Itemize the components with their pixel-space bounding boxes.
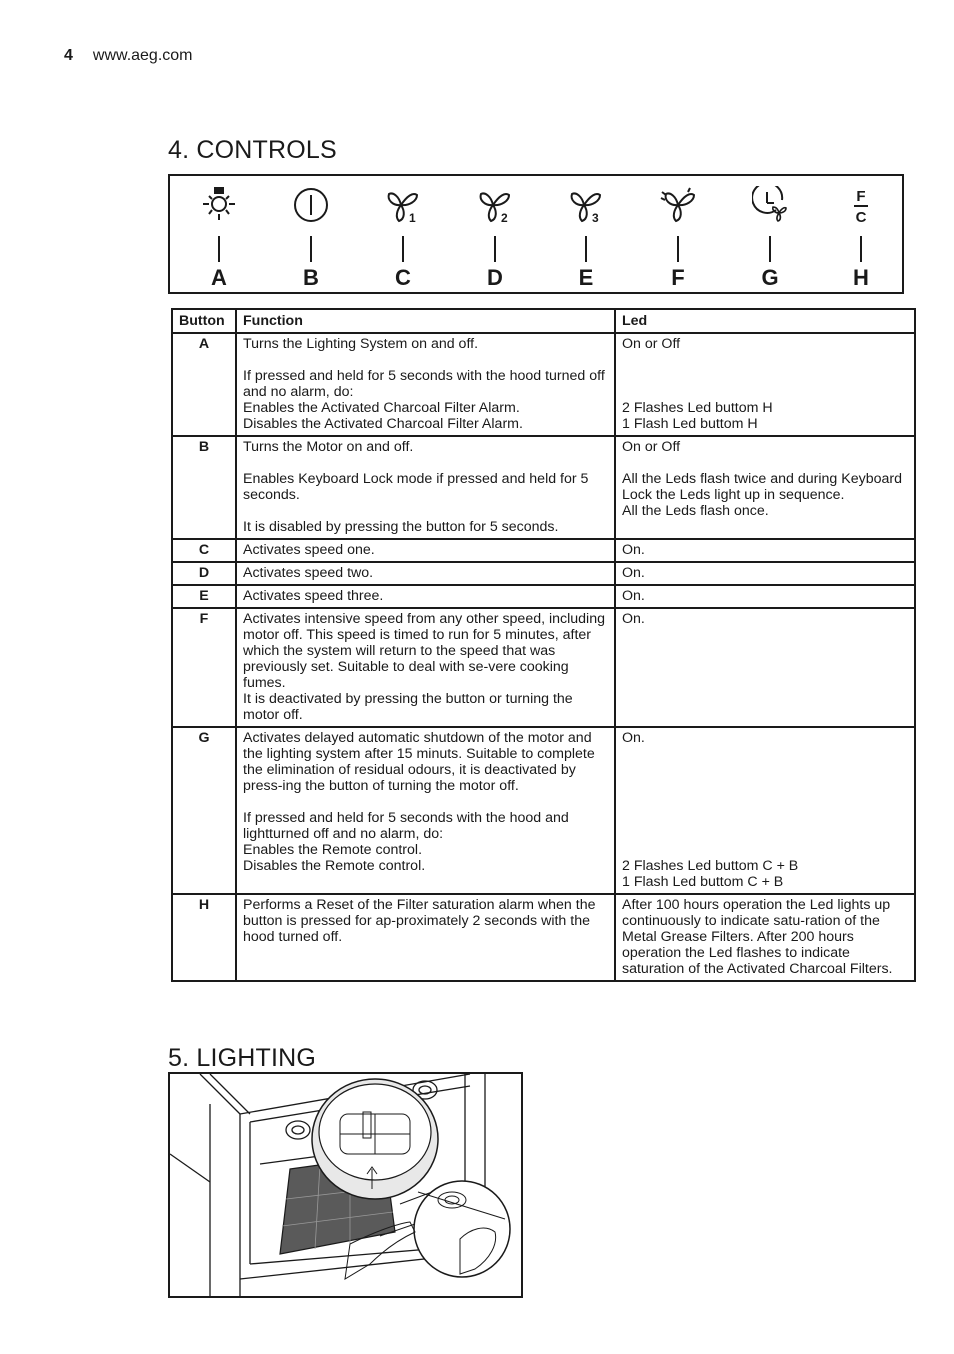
cell-button: B <box>172 436 236 539</box>
cell-function: Activates delayed automatic shutdown of the motor and the lighting system after 15 minuts. Suitable to complete the elimination of residual odours, it is deactivated by press-ing the button of turning the motor off. If pressed and held for 5 seconds with the hood and lightturned off and no alarm, do: Enables the Remote control. Disables the Remote control. <box>236 727 615 894</box>
table-row <box>172 562 915 585</box>
cell-led: On. 2 Flashes Led buttom C + B 1 Flash Led buttom C + B <box>615 727 915 894</box>
control-b <box>281 176 341 292</box>
header-function: Function <box>236 309 615 333</box>
cell-button: C <box>172 539 236 562</box>
fan-speed-3-icon <box>568 186 604 226</box>
page-number: 4 <box>64 47 73 64</box>
cell-led: On. <box>615 562 915 585</box>
cell-led: On. <box>615 608 915 727</box>
controls-table <box>171 308 916 982</box>
control-letter: F <box>671 265 685 290</box>
control-letter: D <box>487 265 503 290</box>
cell-function: Performs a Reset of the Filter saturation alarm when the button is pressed for ap-proximately 2 seconds with the hood turned off. <box>236 894 615 981</box>
header-button: Button <box>172 309 236 333</box>
cell-led: On. <box>615 585 915 608</box>
control-letter: C <box>395 265 411 290</box>
power-icon <box>293 186 329 226</box>
fan-speed-1-icon <box>385 186 421 226</box>
cell-led: On. <box>615 539 915 562</box>
svg-text:3: 3 <box>592 211 599 225</box>
cell-function: Turns the Motor on and off. Enables Keyboard Lock mode if pressed and held for 5 seconds. It is disabled by pressing the button for 5 seconds. <box>236 436 615 539</box>
table-row <box>172 727 915 894</box>
control-letter: E <box>578 265 594 290</box>
control-d <box>465 176 525 292</box>
table-row <box>172 585 915 608</box>
control-letter: B <box>303 265 319 290</box>
table-row <box>172 894 915 981</box>
control-e <box>556 176 616 292</box>
control-panel-diagram <box>168 174 904 294</box>
cell-function: Turns the Lighting System on and off. If pressed and held for 5 seconds with the hood turned off and no alarm, do: Enables the Activated Charcoal Filter Alarm. Disables the Activated Charcoal Filter Alarm. <box>236 333 615 436</box>
cell-led: On or Off All the Leds flash twice and during Keyboard Lock the Leds light up in sequence. All the Leds flash once. <box>615 436 915 539</box>
light-icon <box>201 186 237 226</box>
fan-speed-2-icon <box>477 186 513 226</box>
cell-button: A <box>172 333 236 436</box>
cell-function: Activates intensive speed from any other speed, including motor off. This speed is timed to run for 5 minutes, after which the system will return to the speed that was previously set. Suitable to deal with se-vere cooking fumes. It is deactivated by pressing the button or turning the motor off. <box>236 608 615 727</box>
table-row <box>172 539 915 562</box>
control-letter: H <box>853 265 869 290</box>
section-title-controls: 4. CONTROLS <box>168 136 337 164</box>
timer-fan-icon <box>752 186 788 226</box>
control-c <box>373 176 433 292</box>
control-g <box>740 176 800 292</box>
svg-text:1: 1 <box>409 211 416 225</box>
site-url: www.aeg.com <box>92 47 193 64</box>
table-header-row <box>172 309 915 333</box>
control-letter: A <box>211 265 227 290</box>
header-led: Led <box>615 309 915 333</box>
page-header <box>64 47 193 65</box>
hood-light-replacement-picture <box>170 1074 521 1296</box>
cell-function: Activates speed two. <box>236 562 615 585</box>
cell-button: G <box>172 727 236 894</box>
section-title-lighting: 5. LIGHTING <box>168 1044 317 1072</box>
control-h <box>831 176 891 292</box>
fan-intensive-icon <box>660 186 696 226</box>
cell-button: D <box>172 562 236 585</box>
table-row <box>172 333 915 436</box>
cell-button: H <box>172 894 236 981</box>
cell-function: Activates speed one. <box>236 539 615 562</box>
filter-reset-icon <box>843 186 879 226</box>
svg-text:C: C <box>855 209 867 226</box>
cell-led: After 100 hours operation the Led lights up continuously to indicate satu-ration of the Metal Grease Filters. After 200 hours operation the Led flashes to indicate saturation of the Activated Charcoal Filters. <box>615 894 915 981</box>
control-a <box>189 176 249 292</box>
svg-text:2: 2 <box>501 211 508 225</box>
control-f <box>648 176 708 292</box>
svg-text:F: F <box>856 188 866 205</box>
table-row <box>172 436 915 539</box>
table-row <box>172 608 915 727</box>
cell-button: E <box>172 585 236 608</box>
lighting-illustration <box>168 1072 523 1298</box>
cell-button: F <box>172 608 236 727</box>
control-letter: G <box>761 265 779 290</box>
cell-led: On or Off 2 Flashes Led buttom H 1 Flash Led buttom H <box>615 333 915 436</box>
cell-function: Activates speed three. <box>236 585 615 608</box>
